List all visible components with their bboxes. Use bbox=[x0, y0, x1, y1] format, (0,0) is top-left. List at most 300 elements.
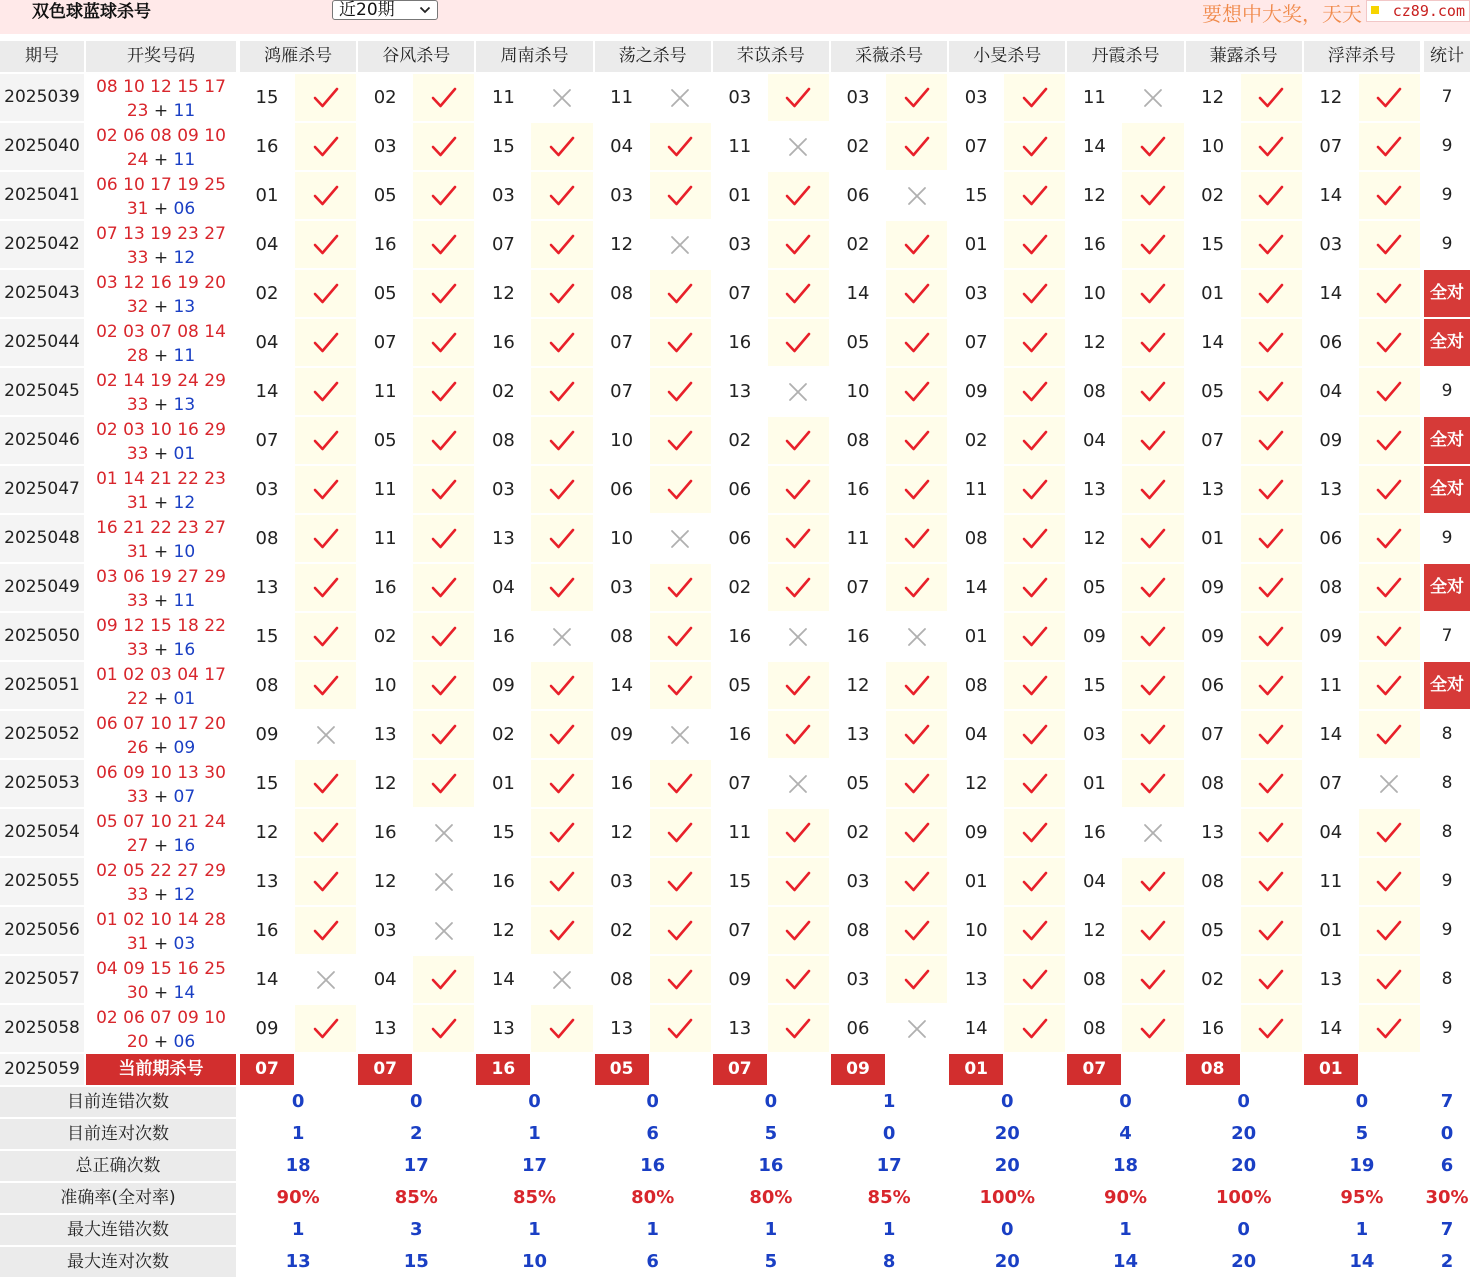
top-bar bbox=[0, 0, 1470, 34]
check-icon bbox=[531, 858, 592, 905]
check-icon bbox=[1241, 368, 1302, 415]
check-icon bbox=[650, 613, 711, 660]
check-icon bbox=[1359, 907, 1420, 954]
check-icon bbox=[1122, 662, 1183, 709]
kill-number: 10 bbox=[1067, 270, 1121, 317]
row-hit-count: 9 bbox=[1424, 858, 1470, 905]
plus-sign: + bbox=[148, 689, 174, 709]
kill-number: 13 bbox=[1186, 466, 1240, 513]
check-icon bbox=[295, 123, 356, 170]
stat-value: 8 bbox=[831, 1247, 947, 1277]
check-icon bbox=[1241, 270, 1302, 317]
kill-number: 08 bbox=[476, 417, 530, 464]
draw-red-balls: 03 12 16 19 20 bbox=[96, 273, 226, 293]
draw-red-balls: 04 09 15 16 25 bbox=[96, 959, 226, 979]
check-icon bbox=[531, 466, 592, 513]
stat-value: 2 bbox=[358, 1119, 474, 1149]
kill-number: 06 bbox=[831, 1005, 885, 1052]
period-cell: 2025041 bbox=[0, 172, 84, 219]
stat-value: 85% bbox=[831, 1183, 947, 1213]
draw-red-ball-six: 26 bbox=[126, 738, 149, 758]
stat-value: 0 bbox=[240, 1087, 356, 1117]
check-icon bbox=[886, 319, 947, 366]
check-icon bbox=[768, 907, 829, 954]
draw-red-ball-six: 31 bbox=[126, 542, 149, 562]
check-icon bbox=[1359, 662, 1420, 709]
kill-number: 01 bbox=[1186, 270, 1240, 317]
stat-label: 目前连错次数 bbox=[0, 1087, 236, 1117]
draw-red-balls: 07 13 19 23 27 bbox=[96, 224, 226, 244]
kill-number: 01 bbox=[1067, 760, 1121, 807]
site-logo[interactable] bbox=[1366, 0, 1470, 22]
check-icon bbox=[1004, 466, 1065, 513]
kill-number: 03 bbox=[831, 956, 885, 1003]
check-icon bbox=[886, 711, 947, 758]
check-icon bbox=[531, 711, 592, 758]
kill-number: 14 bbox=[831, 270, 885, 317]
check-icon bbox=[295, 417, 356, 464]
kill-number: 13 bbox=[240, 858, 294, 905]
cross-icon bbox=[295, 711, 356, 758]
period-cell: 2025057 bbox=[0, 956, 84, 1003]
kill-number: 08 bbox=[831, 417, 885, 464]
check-icon bbox=[1122, 270, 1183, 317]
current-kill-number: 01 bbox=[1304, 1054, 1358, 1085]
kill-number: 11 bbox=[713, 123, 767, 170]
kill-number: 15 bbox=[1067, 662, 1121, 709]
stat-value: 0 bbox=[476, 1087, 592, 1117]
cross-icon bbox=[768, 760, 829, 807]
check-icon bbox=[1241, 466, 1302, 513]
check-icon bbox=[886, 466, 947, 513]
row-hit-count: 全对 bbox=[1424, 319, 1470, 366]
kill-number: 08 bbox=[595, 956, 649, 1003]
kill-number: 05 bbox=[1186, 907, 1240, 954]
check-icon bbox=[1122, 172, 1183, 219]
plus-sign: + bbox=[148, 591, 174, 611]
check-icon bbox=[531, 662, 592, 709]
kill-number: 08 bbox=[1186, 760, 1240, 807]
kill-number: 09 bbox=[1067, 613, 1121, 660]
check-icon bbox=[1359, 172, 1420, 219]
stat-value: 0 bbox=[831, 1119, 947, 1149]
kill-number: 01 bbox=[949, 613, 1003, 660]
check-icon bbox=[413, 270, 474, 317]
kill-number: 06 bbox=[595, 466, 649, 513]
current-blank-cell bbox=[886, 1054, 947, 1085]
draw-red-ball-six: 27 bbox=[126, 836, 149, 856]
row-hit-count: 9 bbox=[1424, 221, 1470, 268]
check-icon bbox=[1004, 662, 1065, 709]
check-icon bbox=[413, 515, 474, 562]
check-icon bbox=[886, 221, 947, 268]
kill-number: 11 bbox=[1304, 858, 1358, 905]
kill-number: 14 bbox=[949, 1005, 1003, 1052]
draw-red-ball-six: 24 bbox=[126, 150, 149, 170]
current-kill-number: 01 bbox=[949, 1054, 1003, 1085]
draw-red-balls: 02 05 22 27 29 bbox=[96, 861, 226, 881]
draw-red-balls: 02 06 07 09 10 bbox=[96, 1008, 226, 1028]
check-icon bbox=[1359, 466, 1420, 513]
check-icon bbox=[768, 515, 829, 562]
kill-number: 14 bbox=[595, 662, 649, 709]
check-icon bbox=[295, 858, 356, 905]
kill-number: 09 bbox=[1304, 417, 1358, 464]
kill-number: 13 bbox=[595, 1005, 649, 1052]
check-icon bbox=[531, 564, 592, 611]
kill-number-table bbox=[0, 41, 1470, 1278]
kill-number: 13 bbox=[1067, 466, 1121, 513]
kill-number: 05 bbox=[713, 662, 767, 709]
check-icon bbox=[1004, 417, 1065, 464]
kill-number: 03 bbox=[476, 466, 530, 513]
plus-sign: + bbox=[148, 542, 174, 562]
plus-sign: + bbox=[148, 493, 174, 513]
column-header-period: 期号 bbox=[0, 41, 84, 72]
kill-number: 13 bbox=[358, 711, 412, 758]
period-cell: 2025054 bbox=[0, 809, 84, 856]
draw-numbers-cell bbox=[86, 123, 236, 170]
draw-red-ball-six: 28 bbox=[126, 346, 149, 366]
check-icon bbox=[886, 270, 947, 317]
check-icon bbox=[650, 270, 711, 317]
draw-red-ball-six: 22 bbox=[126, 689, 149, 709]
kill-number: 12 bbox=[358, 760, 412, 807]
plus-sign: + bbox=[148, 395, 174, 415]
period-cell: 2025050 bbox=[0, 613, 84, 660]
kill-number: 03 bbox=[1304, 221, 1358, 268]
kill-number: 07 bbox=[1304, 123, 1358, 170]
row-hit-count: 9 bbox=[1424, 123, 1470, 170]
kill-number: 07 bbox=[949, 123, 1003, 170]
kill-number: 09 bbox=[476, 662, 530, 709]
kill-number: 02 bbox=[713, 564, 767, 611]
row-hit-count: 9 bbox=[1424, 515, 1470, 562]
check-icon bbox=[1122, 907, 1183, 954]
check-icon bbox=[1359, 417, 1420, 464]
kill-number: 11 bbox=[831, 515, 885, 562]
kill-number: 09 bbox=[1186, 564, 1240, 611]
kill-number: 06 bbox=[1304, 319, 1358, 366]
column-header-draw: 开奖号码 bbox=[86, 41, 236, 72]
current-kill-number: 07 bbox=[713, 1054, 767, 1085]
check-icon bbox=[1122, 368, 1183, 415]
kill-number: 12 bbox=[476, 907, 530, 954]
kill-number: 12 bbox=[595, 809, 649, 856]
kill-number: 05 bbox=[1067, 564, 1121, 611]
check-icon bbox=[413, 613, 474, 660]
column-header-stat: 统计 bbox=[1424, 41, 1470, 72]
kill-number: 07 bbox=[240, 417, 294, 464]
stat-total: 0 bbox=[1424, 1119, 1470, 1149]
check-icon bbox=[886, 956, 947, 1003]
plus-sign: + bbox=[148, 150, 174, 170]
check-icon bbox=[886, 368, 947, 415]
kill-number: 12 bbox=[1186, 74, 1240, 121]
check-icon bbox=[531, 417, 592, 464]
current-kill-number: 07 bbox=[358, 1054, 412, 1085]
stat-value: 16 bbox=[595, 1151, 711, 1181]
check-icon bbox=[650, 417, 711, 464]
check-icon bbox=[1004, 1005, 1065, 1052]
cross-icon bbox=[1122, 809, 1183, 856]
kill-number: 05 bbox=[358, 417, 412, 464]
check-icon bbox=[1241, 809, 1302, 856]
stat-value: 0 bbox=[1186, 1215, 1302, 1245]
row-hit-count: 8 bbox=[1424, 956, 1470, 1003]
cross-icon bbox=[650, 515, 711, 562]
stat-total: 30% bbox=[1424, 1183, 1470, 1213]
stat-value: 0 bbox=[949, 1087, 1065, 1117]
row-hit-count: 全对 bbox=[1424, 270, 1470, 317]
kill-number: 13 bbox=[949, 956, 1003, 1003]
draw-numbers-cell bbox=[86, 515, 236, 562]
check-icon bbox=[1122, 123, 1183, 170]
kill-number: 05 bbox=[358, 172, 412, 219]
draw-red-ball-six: 33 bbox=[126, 395, 149, 415]
kill-number: 07 bbox=[831, 564, 885, 611]
current-blank-cell bbox=[650, 1054, 711, 1085]
kill-number: 09 bbox=[713, 956, 767, 1003]
period-cell: 2025042 bbox=[0, 221, 84, 268]
kill-number: 15 bbox=[476, 123, 530, 170]
check-icon bbox=[1122, 417, 1183, 464]
check-icon bbox=[413, 662, 474, 709]
kill-number: 02 bbox=[831, 809, 885, 856]
kill-number: 12 bbox=[1067, 515, 1121, 562]
kill-number: 14 bbox=[1304, 270, 1358, 317]
draw-red-ball-six: 31 bbox=[126, 199, 149, 219]
stat-label: 目前连对次数 bbox=[0, 1119, 236, 1149]
check-icon bbox=[413, 172, 474, 219]
stat-value: 100% bbox=[1186, 1183, 1302, 1213]
kill-number: 03 bbox=[949, 74, 1003, 121]
kill-number: 12 bbox=[358, 858, 412, 905]
check-icon bbox=[1241, 956, 1302, 1003]
check-icon bbox=[295, 74, 356, 121]
stat-value: 0 bbox=[358, 1087, 474, 1117]
row-hit-count: 7 bbox=[1424, 74, 1470, 121]
check-icon bbox=[1004, 858, 1065, 905]
stat-total: 7 bbox=[1424, 1215, 1470, 1245]
draw-red-balls: 02 14 19 24 29 bbox=[96, 371, 226, 391]
check-icon bbox=[531, 221, 592, 268]
draw-blue-ball: 16 bbox=[173, 640, 196, 660]
period-cell: 2025047 bbox=[0, 466, 84, 513]
draw-blue-ball: 10 bbox=[173, 542, 196, 562]
period-cell: 2025040 bbox=[0, 123, 84, 170]
kill-number: 12 bbox=[1304, 74, 1358, 121]
draw-red-balls: 01 14 21 22 23 bbox=[96, 469, 226, 489]
kill-number: 09 bbox=[240, 711, 294, 758]
kill-number: 01 bbox=[713, 172, 767, 219]
kill-number: 08 bbox=[1067, 1005, 1121, 1052]
draw-red-ball-six: 33 bbox=[126, 787, 149, 807]
check-icon bbox=[295, 221, 356, 268]
draw-blue-ball: 01 bbox=[173, 444, 196, 464]
plus-sign: + bbox=[148, 297, 174, 317]
check-icon bbox=[531, 515, 592, 562]
kill-number: 13 bbox=[1186, 809, 1240, 856]
draw-red-balls: 06 09 10 13 30 bbox=[96, 763, 226, 783]
check-icon bbox=[1004, 711, 1065, 758]
kill-number: 13 bbox=[240, 564, 294, 611]
draw-blue-ball: 09 bbox=[173, 738, 196, 758]
check-icon bbox=[295, 613, 356, 660]
draw-blue-ball: 11 bbox=[173, 101, 196, 121]
draw-red-ball-six: 23 bbox=[126, 101, 149, 121]
check-icon bbox=[886, 809, 947, 856]
draw-numbers-cell bbox=[86, 858, 236, 905]
draw-numbers-cell bbox=[86, 270, 236, 317]
check-icon bbox=[1122, 760, 1183, 807]
kill-number: 06 bbox=[713, 515, 767, 562]
check-icon bbox=[295, 564, 356, 611]
kill-number: 15 bbox=[949, 172, 1003, 219]
kill-number: 08 bbox=[595, 613, 649, 660]
draw-red-balls: 09 12 15 18 22 bbox=[96, 616, 226, 636]
check-icon bbox=[1122, 858, 1183, 905]
kill-number: 06 bbox=[831, 172, 885, 219]
kill-number: 08 bbox=[949, 662, 1003, 709]
kill-number: 03 bbox=[713, 221, 767, 268]
kill-number: 16 bbox=[831, 466, 885, 513]
check-icon bbox=[1359, 319, 1420, 366]
stat-value: 6 bbox=[595, 1119, 711, 1149]
kill-number: 13 bbox=[358, 1005, 412, 1052]
plus-sign: + bbox=[148, 101, 174, 121]
check-icon bbox=[886, 858, 947, 905]
period-cell: 2025058 bbox=[0, 1005, 84, 1052]
draw-numbers-cell bbox=[86, 662, 236, 709]
draw-red-ball-six: 20 bbox=[126, 1032, 149, 1052]
check-icon bbox=[650, 172, 711, 219]
kill-number: 08 bbox=[831, 907, 885, 954]
check-icon bbox=[413, 221, 474, 268]
check-icon bbox=[650, 1005, 711, 1052]
kill-number: 14 bbox=[1304, 711, 1358, 758]
kill-number: 16 bbox=[240, 907, 294, 954]
stat-value: 13 bbox=[240, 1247, 356, 1277]
draw-numbers-cell bbox=[86, 711, 236, 758]
check-icon bbox=[768, 858, 829, 905]
kill-number: 13 bbox=[713, 368, 767, 415]
column-header-expert: 浮萍杀号 bbox=[1304, 41, 1420, 72]
stat-label: 最大连对次数 bbox=[0, 1247, 236, 1277]
stat-value: 20 bbox=[949, 1247, 1065, 1277]
check-icon bbox=[1004, 123, 1065, 170]
kill-number: 03 bbox=[358, 123, 412, 170]
plus-sign: + bbox=[148, 885, 174, 905]
current-blank-cell bbox=[531, 1054, 592, 1085]
kill-number: 10 bbox=[1186, 123, 1240, 170]
kill-number: 11 bbox=[358, 466, 412, 513]
kill-number: 02 bbox=[476, 368, 530, 415]
stat-total: 6 bbox=[1424, 1151, 1470, 1181]
row-hit-count: 全对 bbox=[1424, 662, 1470, 709]
plus-sign: + bbox=[148, 836, 174, 856]
stat-value: 14 bbox=[1067, 1247, 1183, 1277]
period-cell: 2025045 bbox=[0, 368, 84, 415]
plus-sign: + bbox=[148, 640, 174, 660]
kill-number: 04 bbox=[240, 319, 294, 366]
kill-number: 01 bbox=[240, 172, 294, 219]
slogan-text: 要想中大奖，天天 bbox=[1202, 2, 1362, 26]
kill-number: 16 bbox=[713, 319, 767, 366]
cross-icon bbox=[768, 123, 829, 170]
check-icon bbox=[1241, 515, 1302, 562]
cross-icon bbox=[1359, 760, 1420, 807]
draw-numbers-cell bbox=[86, 1005, 236, 1052]
current-blank-cell bbox=[1004, 1054, 1065, 1085]
kill-number: 14 bbox=[1186, 319, 1240, 366]
current-kill-number: 05 bbox=[595, 1054, 649, 1085]
stat-value: 4 bbox=[1067, 1119, 1183, 1149]
check-icon bbox=[1359, 368, 1420, 415]
column-header-expert: 周南杀号 bbox=[476, 41, 592, 72]
cross-icon bbox=[886, 172, 947, 219]
check-icon bbox=[295, 270, 356, 317]
draw-red-ball-six: 33 bbox=[126, 248, 149, 268]
kill-number: 01 bbox=[476, 760, 530, 807]
kill-number: 02 bbox=[949, 417, 1003, 464]
stat-value: 0 bbox=[713, 1087, 829, 1117]
current-blank-cell bbox=[413, 1054, 474, 1085]
current-blank-cell bbox=[768, 1054, 829, 1085]
stat-value: 0 bbox=[949, 1215, 1065, 1245]
draw-blue-ball: 11 bbox=[173, 591, 196, 611]
stat-value: 14 bbox=[1304, 1247, 1420, 1277]
kill-number: 16 bbox=[240, 123, 294, 170]
kill-number: 15 bbox=[713, 858, 767, 905]
check-icon bbox=[768, 466, 829, 513]
kill-number: 07 bbox=[1304, 760, 1358, 807]
kill-number: 06 bbox=[1186, 662, 1240, 709]
check-icon bbox=[1359, 74, 1420, 121]
stat-value: 0 bbox=[1067, 1087, 1183, 1117]
stat-value: 80% bbox=[595, 1183, 711, 1213]
check-icon bbox=[1241, 907, 1302, 954]
kill-number: 16 bbox=[713, 711, 767, 758]
check-icon bbox=[531, 172, 592, 219]
kill-number: 15 bbox=[1186, 221, 1240, 268]
kill-number: 14 bbox=[949, 564, 1003, 611]
kill-number: 02 bbox=[358, 74, 412, 121]
check-icon bbox=[295, 662, 356, 709]
kill-number: 07 bbox=[595, 368, 649, 415]
check-icon bbox=[886, 760, 947, 807]
draw-numbers-cell bbox=[86, 907, 236, 954]
current-blank-cell bbox=[1424, 1054, 1470, 1085]
period-range-select[interactable] bbox=[332, 0, 438, 20]
kill-number: 12 bbox=[240, 809, 294, 856]
kill-number: 16 bbox=[358, 809, 412, 856]
check-icon bbox=[768, 319, 829, 366]
check-icon bbox=[1122, 711, 1183, 758]
kill-number: 10 bbox=[358, 662, 412, 709]
draw-numbers-cell bbox=[86, 809, 236, 856]
check-icon bbox=[531, 907, 592, 954]
check-icon bbox=[1004, 74, 1065, 121]
kill-number: 11 bbox=[1067, 74, 1121, 121]
stat-value: 95% bbox=[1304, 1183, 1420, 1213]
draw-numbers-cell bbox=[86, 368, 236, 415]
stat-value: 20 bbox=[949, 1119, 1065, 1149]
kill-number: 13 bbox=[831, 711, 885, 758]
kill-number: 03 bbox=[358, 907, 412, 954]
draw-numbers-cell bbox=[86, 466, 236, 513]
check-icon bbox=[650, 662, 711, 709]
